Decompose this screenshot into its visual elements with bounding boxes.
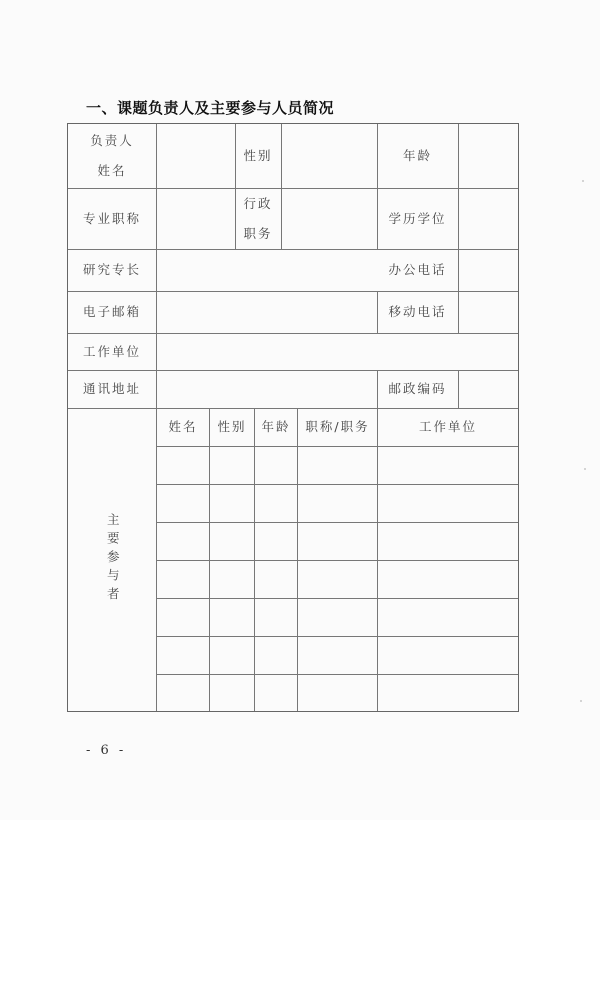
label-gender: 性别: [243, 148, 273, 163]
participant-gender-field[interactable]: [210, 484, 254, 521]
participant-age-field[interactable]: [255, 560, 297, 597]
participant-gender-field[interactable]: [210, 636, 254, 673]
col-header-name: 姓名: [168, 419, 198, 434]
participant-work-unit-field[interactable]: [378, 484, 518, 521]
participant-work-unit-field[interactable]: [378, 598, 518, 635]
participant-age-field[interactable]: [255, 598, 297, 635]
label-mobile: 移动电话: [388, 304, 447, 319]
label-admin-post: [235, 188, 281, 249]
personnel-form-table: [67, 123, 519, 712]
participant-age-field[interactable]: [255, 522, 297, 559]
col-header-title-post: 职称/职务: [305, 419, 370, 434]
label-email: 电子邮箱: [82, 304, 141, 319]
participant-age-field[interactable]: [255, 446, 297, 483]
participant-gender-field[interactable]: [210, 446, 254, 483]
participant-work-unit-field[interactable]: [378, 636, 518, 673]
participant-name-field[interactable]: [157, 674, 209, 711]
participant-name-field[interactable]: [157, 522, 209, 559]
office-phone-field[interactable]: [459, 249, 518, 291]
title-field[interactable]: [157, 188, 235, 249]
mobile-field[interactable]: [459, 291, 518, 333]
participant-gender-field[interactable]: [210, 674, 254, 711]
participant-name-field[interactable]: [157, 446, 209, 483]
label-specialty: 研究专长: [82, 262, 141, 277]
label-line: 姓名: [97, 163, 127, 178]
participant-gender-field[interactable]: [210, 598, 254, 635]
label-address: 通讯地址: [82, 381, 141, 396]
participant-title-post-field[interactable]: [298, 598, 377, 635]
degree-field[interactable]: [459, 188, 518, 249]
participants-label-text: 主要参与者: [105, 513, 121, 606]
postcode-field[interactable]: [459, 370, 518, 408]
participant-title-post-field[interactable]: [298, 484, 377, 521]
participant-work-unit-field[interactable]: [378, 446, 518, 483]
scan-speck: [582, 180, 584, 182]
address-field[interactable]: [157, 370, 377, 408]
label-line: 职务: [243, 225, 273, 241]
label-line: 行政: [243, 195, 273, 211]
participant-age-field[interactable]: [255, 636, 297, 673]
col-header-work-unit: 工作单位: [418, 419, 477, 434]
participants-label: [68, 408, 156, 711]
section-heading: 一、课题负责人及主要参与人员简况: [86, 99, 335, 117]
participant-title-post-field[interactable]: [298, 446, 377, 483]
participant-title-post-field[interactable]: [298, 674, 377, 711]
participant-age-field[interactable]: [255, 484, 297, 521]
participant-work-unit-field[interactable]: [378, 522, 518, 559]
participant-work-unit-field[interactable]: [378, 674, 518, 711]
participant-work-unit-field[interactable]: [378, 560, 518, 597]
participant-title-post-field[interactable]: [298, 636, 377, 673]
col-header-age: 年龄: [261, 419, 291, 434]
scan-speck: [580, 700, 582, 702]
label-postcode: 邮政编码: [388, 381, 447, 396]
label-work-unit: 工作单位: [82, 343, 141, 359]
col-header-gender: 性别: [217, 419, 247, 434]
participant-name-field[interactable]: [157, 598, 209, 635]
scan-speck: [584, 468, 586, 470]
label-title: 专业职称: [82, 210, 141, 226]
label-line: 负责人: [90, 133, 134, 148]
leader-name-field[interactable]: [157, 124, 235, 188]
participant-name-field[interactable]: [157, 636, 209, 673]
label-degree: 学历学位: [388, 210, 447, 226]
admin-post-field[interactable]: [282, 188, 377, 249]
label-age: 年龄: [402, 148, 432, 163]
work-unit-field[interactable]: [157, 333, 518, 370]
label-office-phone: 办公电话: [388, 262, 447, 277]
page-number: - 6 -: [86, 743, 127, 758]
participant-title-post-field[interactable]: [298, 560, 377, 597]
participant-gender-field[interactable]: [210, 560, 254, 597]
label-leader-name: [68, 124, 156, 188]
gender-field[interactable]: [282, 124, 377, 188]
participant-gender-field[interactable]: [210, 522, 254, 559]
participant-name-field[interactable]: [157, 560, 209, 597]
email-field[interactable]: [157, 291, 377, 333]
specialty-field[interactable]: [157, 249, 377, 291]
participant-title-post-field[interactable]: [298, 522, 377, 559]
participant-name-field[interactable]: [157, 484, 209, 521]
age-field[interactable]: [459, 124, 518, 188]
blank-area: [0, 820, 600, 988]
participant-age-field[interactable]: [255, 674, 297, 711]
